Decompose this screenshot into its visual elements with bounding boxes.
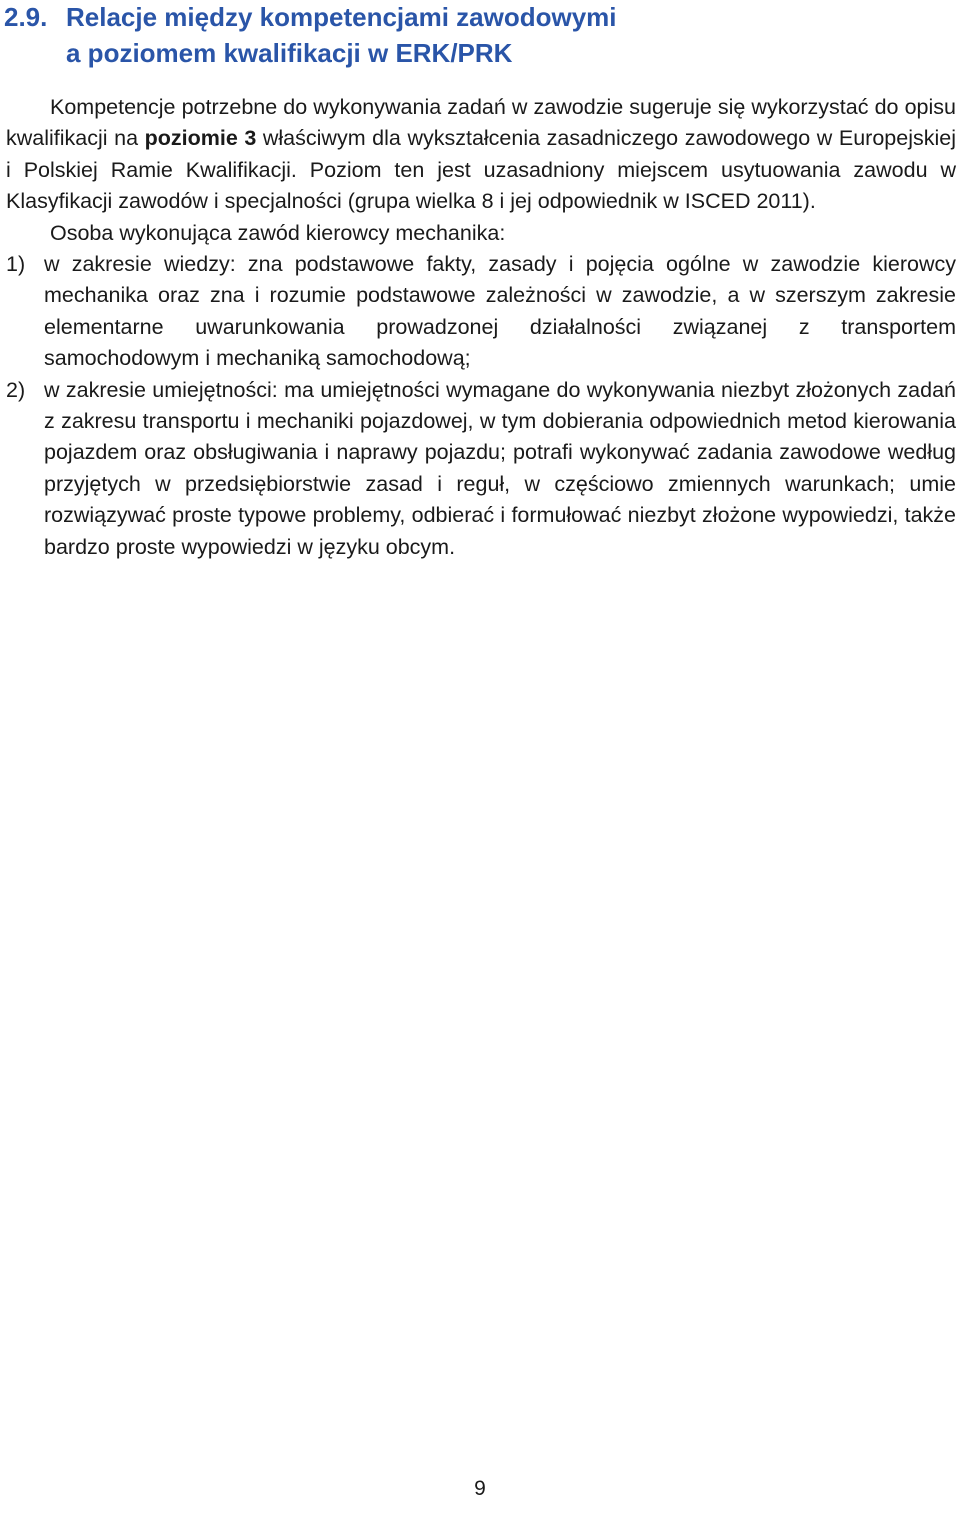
list-item bbox=[6, 375, 956, 563]
lead-paragraph: Osoba wykonująca zawód kierowcy mechanika: bbox=[50, 220, 506, 245]
intro-text-end: właściwym dla wykształcenia zasadniczego zawodowego w Europejskiej i Polskiej Ramie Kwalifikacji. Poziom ten jest uzasadniony miejscem usytuowania zawodu w Klasyfikacji zawodów i specjalności (grupa wielka 8 i jej odpowiednik w ISCED 2011). bbox=[6, 126, 956, 214]
section-title-line-1: Relacje między kompetencjami zawodowymi bbox=[66, 2, 617, 32]
section-number: 2.9. bbox=[4, 2, 48, 32]
intro-text-start: Kompetencje potrzebne do wykonywania zadań w zawodzie sugeruje się wykorzystać do opisu kwalifikacji na bbox=[6, 95, 956, 151]
competence-list bbox=[6, 249, 956, 563]
section-title-line-2: a poziomem kwalifikacji w ERK/PRK bbox=[66, 38, 513, 68]
list-item-marker: 1) bbox=[6, 252, 26, 277]
section-body bbox=[6, 92, 956, 563]
intro-level-emphasis: poziomie 3 bbox=[144, 126, 257, 151]
list-item-text: w zakresie wiedzy: zna podstawowe fakty, zasady i pojęcia ogólne w zawodzie kierowcy mechanika oraz zna i rozumie podstawowe zależności w zawodzie, a w szerszym zakresie elementarne uwarunkowania prowadzonej działalności związanej z transportem samochodowym i mechaniką samochodową; bbox=[44, 252, 956, 371]
page-number: 9 bbox=[474, 1477, 486, 1500]
list-item-marker: 2) bbox=[6, 377, 26, 402]
list-item bbox=[6, 249, 956, 375]
list-item-text: w zakresie umiejętności: ma umiejętności wymagane do wykonywania niezbyt złożonych zadań z zakresu transportu i mechaniki pojazdowej, w tym dobierania odpowiednich metod kierowania pojazdem oraz obsługiwania i naprawy pojazdu; potrafi wykonywać zadania zawodowe według przyjętych w przedsiębiorstwie zasad i reguł, w częściowo zmiennych warunkach; umie rozwiązywać proste typowe problemy, odbierać i formułować niezbyt złożone wypowiedzi, także bardzo proste wypowiedzi w języku obcym. bbox=[44, 377, 956, 559]
intro-paragraph bbox=[6, 92, 956, 218]
